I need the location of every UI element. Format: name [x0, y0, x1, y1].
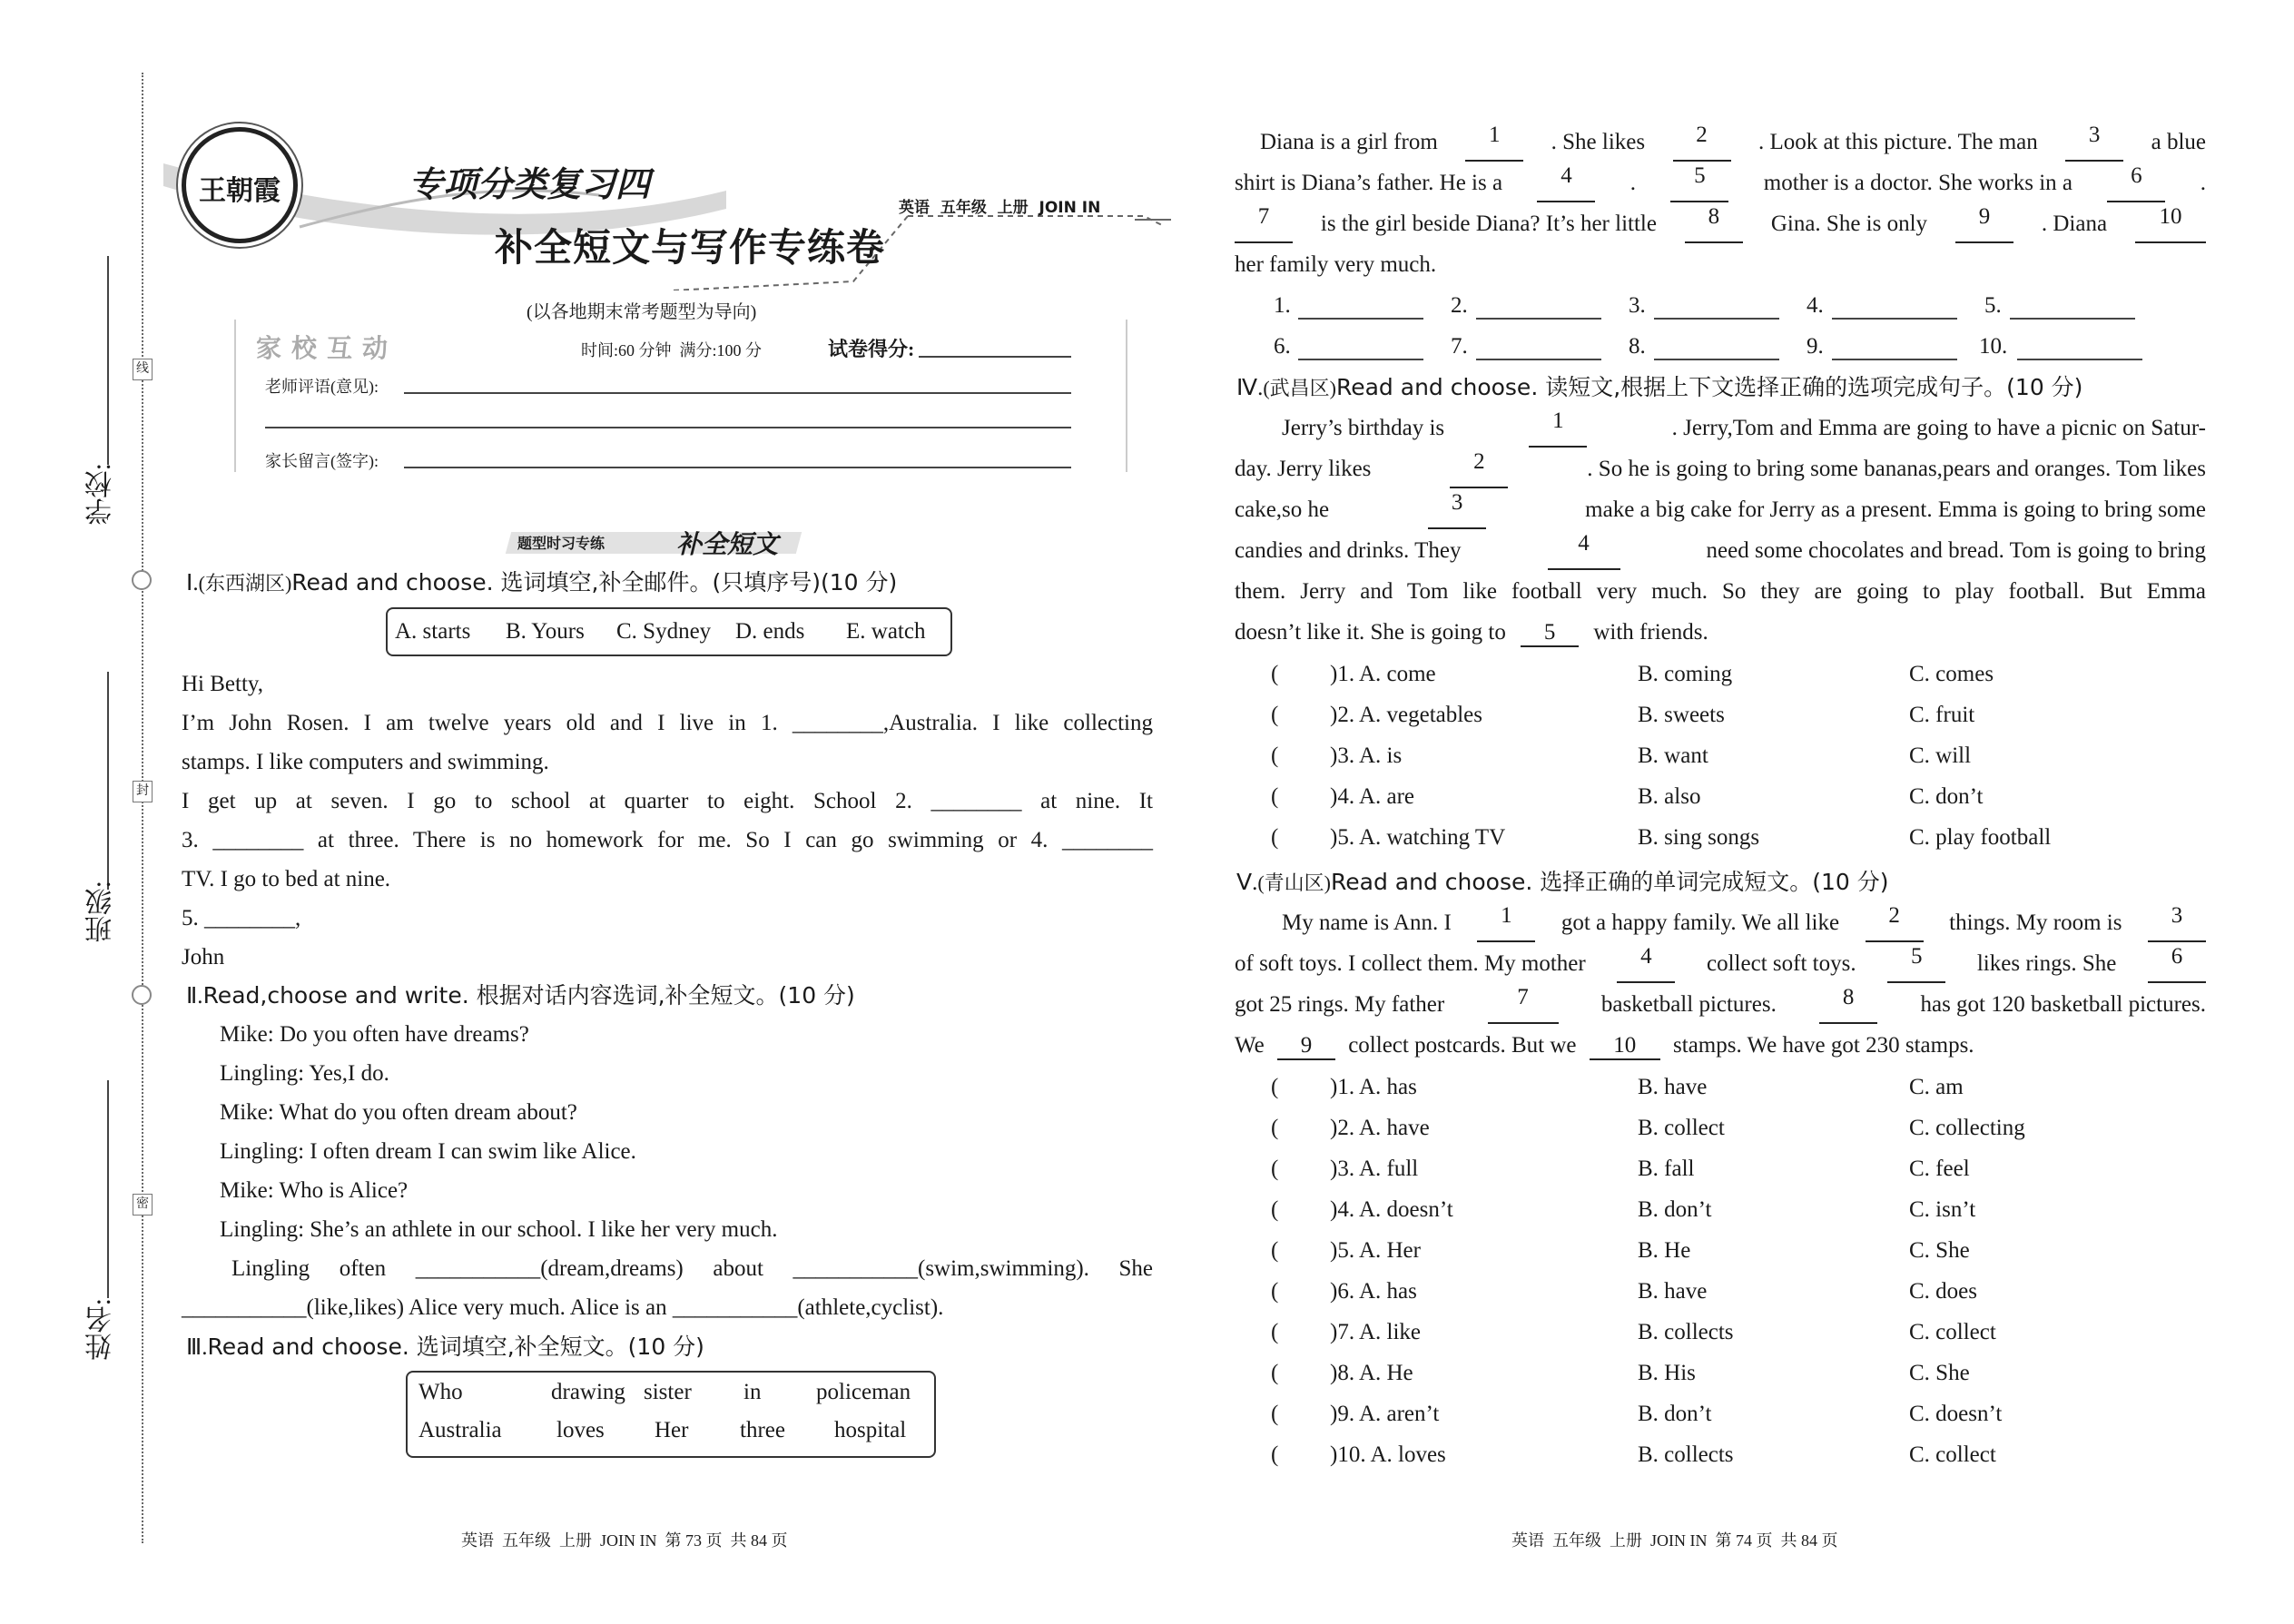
- q1-line: TV. I go to bed at nine.: [182, 867, 391, 891]
- answer-bracket[interactable]: (: [1271, 743, 1279, 768]
- q5-blank-8[interactable]: 8: [1819, 985, 1877, 1024]
- q5-blank-9[interactable]: 9: [1277, 1033, 1335, 1060]
- answer-bracket[interactable]: (: [1271, 825, 1279, 850]
- q4-passage-line: Jerry’s birthday is 1 . Jerry,Tom and Emma are going to have a picnic on Satur-: [1282, 408, 2206, 448]
- answer-bracket[interactable]: (: [1271, 1279, 1279, 1304]
- answer-bracket[interactable]: (: [1271, 1402, 1279, 1426]
- hole-mark-icon: [132, 985, 152, 1005]
- q2-dialogue-line: Mike: Do you often have dreams?: [220, 1022, 529, 1047]
- answer-field-1[interactable]: [1298, 318, 1423, 320]
- answer-num: 7.: [1451, 334, 1468, 359]
- answer-num: 6.: [1274, 334, 1291, 359]
- answer-bracket[interactable]: (: [1271, 1156, 1279, 1181]
- q2-number: Ⅱ.: [186, 984, 203, 1009]
- answer-field-2[interactable]: [1476, 318, 1601, 320]
- q5-blank-2[interactable]: 2: [1866, 903, 1924, 942]
- answer-field-3[interactable]: [1654, 318, 1779, 320]
- q3-word: hospital: [834, 1418, 907, 1442]
- q2-dialogue-line: Mike: What do you often dream about?: [220, 1100, 577, 1125]
- choice-row: ( )1. A. come B. coming C. comes: [1271, 654, 2206, 694]
- series-title: 专项分类复习四: [409, 166, 651, 204]
- book-info: 英语 五年级 上册 JOIN IN: [899, 199, 1101, 217]
- q3-word: policeman: [816, 1380, 911, 1404]
- answer-field-10[interactable]: [2017, 359, 2142, 360]
- q3-blank-5[interactable]: 5: [1670, 163, 1728, 202]
- q4-passage-line: cake,so he 3 make a big cake for Jerry as a present. Emma is going to bring some: [1235, 490, 2206, 529]
- q3-passage-line: her family very much.: [1235, 252, 1437, 277]
- time-info: 时间:60 分钟 满分:100 分: [581, 341, 763, 359]
- answer-bracket[interactable]: (: [1271, 1442, 1279, 1467]
- q1-line: I’m John Rosen. I am twelve years old and I live in 1. ________,Australia. I like collecting: [182, 711, 1153, 735]
- q3-word: sister: [644, 1380, 692, 1404]
- answer-field-6[interactable]: [1298, 359, 1423, 360]
- name-line: [107, 1080, 109, 1298]
- choice-row: ( )5. A. Her B. He C. She: [1271, 1230, 2206, 1271]
- q1-option: D. ends: [735, 619, 805, 644]
- q3-word: drawing: [551, 1380, 625, 1404]
- answer-bracket[interactable]: (: [1271, 703, 1279, 727]
- q2-dialogue-line: Lingling: She’s an athlete in our school. I like her very much.: [220, 1217, 778, 1242]
- answer-num: 10.: [1979, 334, 2008, 359]
- answer-field-5[interactable]: [2010, 318, 2135, 320]
- main-title: 补全短文与写作专练卷: [495, 228, 886, 270]
- score-field[interactable]: [919, 356, 1071, 358]
- section-title: 补全短文: [676, 531, 779, 559]
- choice-row: ( )2. A. have B. collect C. collecting: [1271, 1107, 2206, 1148]
- choice-row: ( )8. A. He B. His C. She: [1271, 1353, 2206, 1393]
- logo-text: 王朝霞: [199, 176, 281, 206]
- q1-number: Ⅰ.: [186, 571, 199, 595]
- q5-passage-line: We 9 collect postcards. But we 10 stamps. We have got 230 stamps.: [1235, 1026, 1974, 1065]
- q1-line: 3. ________ at three. There is no homework for me. So I can go swimming or 4. ________: [182, 828, 1153, 852]
- q4-blank-5[interactable]: 5: [1521, 620, 1579, 647]
- answer-field-8[interactable]: [1654, 359, 1779, 360]
- q3-word-box: [406, 1371, 936, 1458]
- q5-blank-1[interactable]: 1: [1477, 903, 1535, 942]
- q4-blank-3[interactable]: 3: [1428, 490, 1486, 529]
- q3-number: Ⅲ.: [186, 1335, 208, 1360]
- score-label: 试卷得分:: [828, 338, 915, 360]
- class-label: 班级:: [86, 881, 116, 943]
- teacher-comment-field-2[interactable]: [265, 427, 1071, 428]
- q2-instruction: Read,choose and write. 根据对话内容选词,补全短文。(10 分): [202, 982, 855, 1009]
- q1-heading: [186, 563, 897, 603]
- name-label: 姓名:: [86, 1298, 116, 1361]
- answer-num: 2.: [1451, 293, 1468, 318]
- q3-word: Who: [418, 1380, 463, 1404]
- q3-blank-9[interactable]: 9: [1955, 204, 2013, 243]
- q4-blank-2[interactable]: 2: [1450, 449, 1508, 488]
- publisher-logo: [182, 127, 298, 243]
- q5-blank-5[interactable]: 5: [1887, 944, 1945, 983]
- subtitle: (以各地期末常考题型为导向): [527, 302, 757, 322]
- q5-blank-3[interactable]: 3: [2148, 903, 2206, 942]
- q1-option: E. watch: [846, 619, 926, 644]
- q2-passage-line: Lingling often ___________(dream,dreams) about ___________(swim,swimming). She: [231, 1256, 1153, 1281]
- school-label: 学校:: [86, 463, 116, 526]
- answer-field-7[interactable]: [1476, 359, 1601, 360]
- answer-bracket[interactable]: (: [1271, 1320, 1279, 1344]
- q1-line: John: [182, 945, 225, 969]
- answer-field-4[interactable]: [1832, 318, 1957, 320]
- q4-passage-line: them. Jerry and Tom like football very much. So they are going to play football. But Emma: [1235, 579, 2206, 604]
- choice-row: ( )4. A. doesn’t B. don’t C. isn’t: [1271, 1189, 2206, 1230]
- section-tag: 题型时习专练: [517, 536, 605, 552]
- teacher-comment-label: 老师评语(意见):: [265, 378, 379, 396]
- answer-bracket[interactable]: (: [1271, 1075, 1279, 1099]
- interaction-label: 家 校 互 动: [256, 335, 390, 363]
- answer-field-9[interactable]: [1832, 359, 1957, 360]
- q5-blank-6[interactable]: 6: [2148, 944, 2206, 983]
- q3-word: loves: [556, 1418, 605, 1442]
- q4-passage-line: candies and drinks. They 4 need some chocolates and bread. Tom is going to bring: [1235, 531, 2206, 570]
- q3-passage-line: 7 is the girl beside Diana? It’s her little 8 Gina. She is only 9 . Diana 10: [1235, 204, 2206, 243]
- choice-row: ( )3. A. is B. want C. will: [1271, 735, 2206, 776]
- q2-dialogue-line: Mike: Who is Alice?: [220, 1178, 409, 1203]
- q4-region: (武昌区): [1263, 377, 1336, 399]
- answer-num: 1.: [1274, 293, 1291, 318]
- choice-row: ( )1. A. has B. have C. am: [1271, 1067, 2206, 1107]
- q3-passage-line: Diana is a girl from 1 . She likes 2 . Look at this picture. The man 3 a blue: [1260, 123, 2206, 162]
- answer-bracket[interactable]: (: [1271, 1116, 1279, 1140]
- q3-blank-2[interactable]: 2: [1673, 123, 1731, 162]
- q5-passage-line: of soft toys. I collect them. My mother 4 collect soft toys. 5 likes rings. She 6: [1235, 944, 2206, 983]
- answer-num: 5.: [1984, 293, 2002, 318]
- q2-dialogue-line: Lingling: Yes,I do.: [220, 1061, 389, 1086]
- q3-blank-10[interactable]: 10: [2135, 204, 2206, 243]
- q1-line: I get up at seven. I go to school at quarter to eight. School 2. ________ at nine. It: [182, 789, 1153, 813]
- class-line: [107, 672, 109, 890]
- hole-mark-icon: [132, 570, 152, 590]
- q2-dialogue-line: Lingling: I often dream I can swim like Alice.: [220, 1139, 636, 1164]
- answer-num: 4.: [1807, 293, 1824, 318]
- q2-heading: [186, 976, 855, 1016]
- q5-blank-10[interactable]: 10: [1590, 1033, 1660, 1060]
- q1-line: 5. ________,: [182, 906, 301, 930]
- q1-option: A. starts: [395, 619, 471, 644]
- answer-bracket[interactable]: (: [1271, 1238, 1279, 1263]
- q3-blank-1[interactable]: 1: [1465, 123, 1523, 162]
- q4-passage-line: day. Jerry likes 2 . So he is going to bring some bananas,pears and oranges. Tom likes: [1235, 449, 2206, 488]
- q2-passage-line: ___________(like,likes) Alice very much. Alice is an ___________(athlete,cyclist).: [182, 1295, 944, 1320]
- q5-blank-4[interactable]: 4: [1617, 944, 1675, 983]
- q5-number: Ⅴ.: [1236, 871, 1258, 895]
- q4-blank-1[interactable]: 1: [1529, 408, 1587, 448]
- choice-row: ( )6. A. has B. have C. does: [1271, 1271, 2206, 1312]
- q5-passage-line: got 25 rings. My father 7 basketball pictures. 8 has got 120 basketball pictures.: [1235, 985, 2206, 1024]
- q4-heading: [1236, 368, 2082, 408]
- answer-bracket[interactable]: (: [1271, 1197, 1279, 1222]
- dotted-fold-line: [142, 73, 143, 1543]
- q1-option: B. Yours: [506, 619, 585, 644]
- seal-char-mi: 密: [133, 1194, 153, 1216]
- q3-instruction: Read and choose. 选词填空,补全短文。(10 分): [207, 1334, 704, 1360]
- q5-region: (青山区): [1257, 871, 1332, 894]
- q3-blank-7[interactable]: 7: [1235, 204, 1293, 243]
- seal-char-feng: 封: [133, 781, 153, 802]
- answer-num: 8.: [1629, 334, 1646, 359]
- answer-num: 3.: [1629, 293, 1646, 318]
- q4-instruction: Read and choose. 读短文,根据上下文选择正确的选项完成句子。(10 分): [1335, 374, 2083, 400]
- q5-heading: [1236, 862, 1889, 902]
- parent-comment-label: 家长留言(签字):: [265, 452, 379, 470]
- answer-bracket[interactable]: (: [1271, 784, 1279, 809]
- q3-word: Her: [655, 1418, 689, 1442]
- q5-passage-line: My name is Ann. I 1 got a happy family. We all like 2 things. My room is 3: [1282, 903, 2206, 942]
- q5-instruction: Read and choose. 选择正确的单词完成短文。(10 分): [1331, 869, 1889, 895]
- q3-word: three: [740, 1418, 785, 1442]
- teacher-comment-field[interactable]: [404, 392, 1071, 394]
- choice-row: ( )3. A. full B. fall C. feel: [1271, 1148, 2206, 1189]
- answer-bracket[interactable]: (: [1271, 1361, 1279, 1385]
- footer-right: 英语 五年级 上册 JOIN IN 第 74 页 共 84 页: [1511, 1531, 1838, 1550]
- choice-row: ( )10. A. loves B. collects C. collect: [1271, 1434, 2206, 1475]
- q3-blank-4[interactable]: 4: [1537, 163, 1595, 202]
- section-banner: [508, 527, 826, 557]
- q1-line: stamps. I like computers and swimming.: [182, 750, 549, 774]
- choice-row: ( )4. A. are B. also C. don’t: [1271, 776, 2206, 817]
- q4-blank-4[interactable]: 4: [1548, 531, 1620, 570]
- q1-region: (东西湖区): [198, 572, 292, 595]
- seal-char-xian: 线: [133, 359, 153, 380]
- q4-number: Ⅳ.: [1236, 376, 1264, 400]
- answer-num: 9.: [1807, 334, 1824, 359]
- q4-passage-line: doesn’t like it. She is going to 5 with friends.: [1235, 613, 1708, 652]
- choice-row: ( )2. A. vegetables B. sweets C. fruit: [1271, 694, 2206, 735]
- q3-blank-6[interactable]: 6: [2107, 163, 2165, 202]
- q3-heading: [186, 1327, 704, 1367]
- q3-word: in: [743, 1380, 762, 1404]
- answer-bracket[interactable]: (: [1271, 662, 1279, 686]
- q1-option: C. Sydney: [616, 619, 712, 644]
- q3-blank-8[interactable]: 8: [1685, 204, 1743, 243]
- choice-row: ( )9. A. aren’t B. don’t C. doesn’t: [1271, 1393, 2206, 1434]
- choice-row: ( )7. A. like B. collects C. collect: [1271, 1312, 2206, 1353]
- q1-greeting: Hi Betty,: [182, 672, 264, 696]
- choice-row: ( )5. A. watching TV B. sing songs C. play football: [1271, 817, 2206, 858]
- q3-word: Australia: [418, 1418, 502, 1442]
- school-line: [107, 256, 109, 465]
- footer-left: 英语 五年级 上册 JOIN IN 第 73 页 共 84 页: [461, 1531, 788, 1550]
- q3-blank-3[interactable]: 3: [2065, 123, 2123, 162]
- parent-comment-field[interactable]: [404, 467, 1071, 468]
- q1-instruction: Read and choose. 选词填空,补全邮件。(只填序号)(10 分): [291, 569, 898, 595]
- q5-blank-7[interactable]: 7: [1488, 985, 1559, 1024]
- q1-word-box: [386, 607, 952, 656]
- q3-passage-line: shirt is Diana’s father. He is a 4 . 5 mother is a doctor. She works in a 6 .: [1235, 163, 2206, 202]
